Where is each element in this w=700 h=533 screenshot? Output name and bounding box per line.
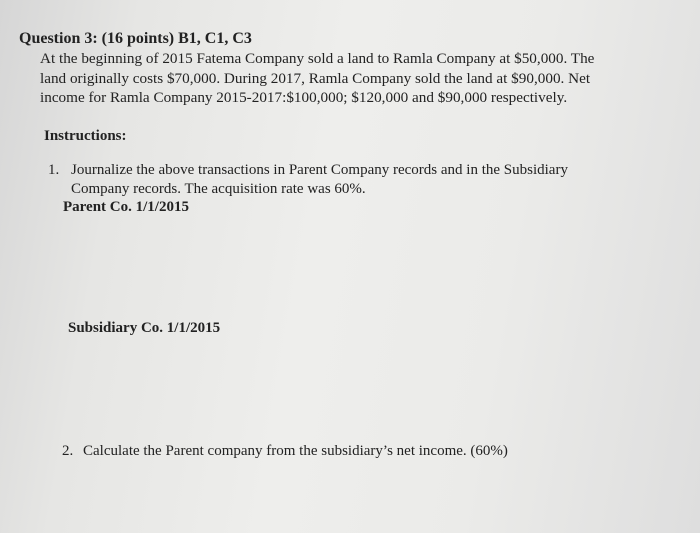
question-body-line: land originally costs $70,000. During 2017, Ramla Company sold the land at $90,000. Net [40,69,591,87]
question-body-line: income for Ramla Company 2015-2017:$100,000; $120,000 and $90,000 respectively. [40,89,568,106]
instruction-line: Journalize the above transactions in Parent Company records and in the Subsidiary [71,162,568,178]
instruction-number: 1. [48,162,60,178]
instructions-heading: Instructions: [44,128,127,144]
question-body-line: At the beginning of 2015 Fatema Company sold a land to Ramla Company at $50,000. The [40,50,595,67]
instruction-number: 2. [62,443,74,459]
instruction-text [71,161,648,199]
instruction-text [83,442,662,461]
instruction-line: Calculate the Parent company from the subsidiary’s net income. (60%) [83,443,508,459]
instruction-line: Company records. The acquisition rate was 60%. [71,181,366,197]
instruction-item-2 [62,442,662,461]
question-title: Question 3: (16 points) B1, C1, C3 [19,30,252,47]
subsidiary-company-heading: Subsidiary Co. 1/1/2015 [68,320,221,336]
parent-company-heading: Parent Co. 1/1/2015 [63,199,189,215]
instruction-item-1 [48,161,648,199]
question-body [40,49,656,108]
